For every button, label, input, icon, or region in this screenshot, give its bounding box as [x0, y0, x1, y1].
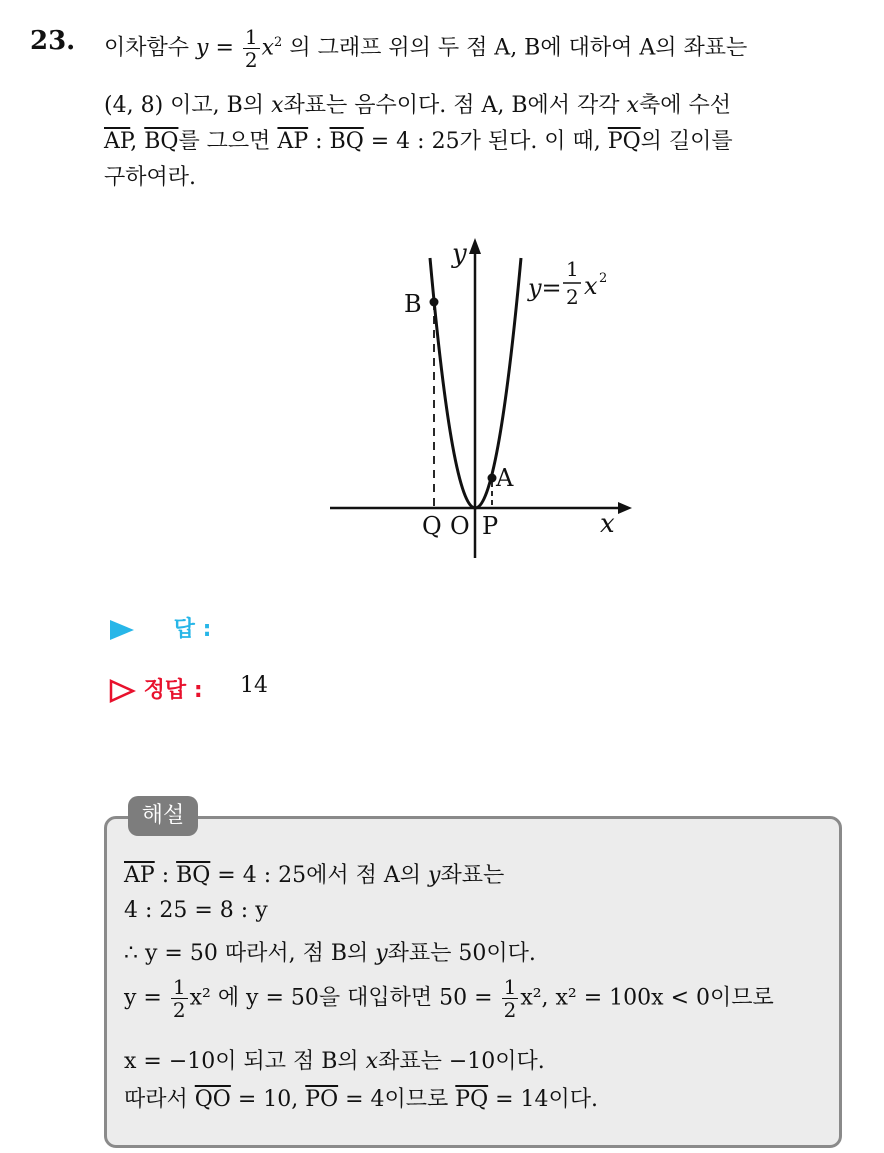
var-y: y: [196, 35, 209, 61]
fraction: [243, 26, 260, 71]
text: y =: [124, 985, 162, 1011]
x-axis-label: x: [600, 509, 615, 539]
text: :: [308, 129, 330, 154]
text: ,: [130, 129, 138, 154]
text: 좌표는: [440, 863, 505, 888]
problem-line-4: 구하여라.: [104, 165, 197, 190]
frac-num: 1: [172, 975, 186, 999]
curve-frac-den: 2: [566, 285, 579, 309]
text: = 4이므로: [338, 1087, 449, 1112]
var-x: x: [365, 1049, 379, 1074]
text: 좌표는 음수이다. 점 A, B에서 각각: [283, 93, 620, 118]
text: 축에 수선: [638, 93, 731, 118]
label-a: A: [496, 464, 514, 492]
problem-number: 23.: [30, 26, 76, 56]
y-axis-label: y: [452, 239, 467, 269]
correct-answer-value: 14: [240, 673, 268, 698]
segment-bq: $\overline{BQ}$: [176, 863, 211, 888]
text: = 14이다.: [488, 1087, 599, 1112]
segment-ap: $\overline{AP}$: [104, 129, 131, 154]
text: x² 에 y = 50을 대입하면 50 =: [189, 985, 493, 1011]
text: 의 길이를: [640, 129, 733, 154]
curve-x: x: [584, 272, 598, 300]
segment-ap: $\overline{AP}$: [124, 863, 155, 888]
superscript: 2: [274, 35, 283, 51]
text: 를 그으면: [178, 129, 271, 154]
text: 이차함수: [104, 35, 190, 61]
frac-den: 2: [503, 998, 517, 1022]
fraction: [502, 976, 519, 1021]
answer-label: 답 :: [173, 617, 212, 642]
play-icon: [108, 618, 136, 642]
var-x: x: [271, 93, 284, 118]
curve-frac-num: 1: [566, 257, 579, 281]
point-b: [430, 298, 439, 307]
var-x: x: [626, 93, 639, 118]
curve-eq-y: y=: [528, 274, 562, 302]
text: ∴ y = 50 따라서, 점 B의: [124, 941, 369, 966]
text: = 4 : 25에서 점 A의: [210, 863, 422, 888]
var-y: y: [375, 941, 388, 966]
equals: =: [215, 35, 234, 61]
segment-bq: $\overline{BQ}$: [144, 129, 179, 154]
x-axis-arrow: [618, 502, 632, 514]
play-outline-icon: [108, 679, 136, 703]
segment-po: $\overline{PO}$: [305, 1087, 339, 1112]
text: 좌표는 −10이다.: [378, 1049, 545, 1074]
problem-line-1: [104, 26, 747, 71]
parabola-graph: [320, 228, 640, 568]
text: 따라서: [124, 1087, 188, 1112]
segment-qo: $\overline{QO}$: [194, 1087, 231, 1112]
solution-tag: 해설: [128, 796, 198, 836]
frac-num: 1: [503, 975, 517, 999]
correct-answer-label: 정답 :: [143, 678, 203, 703]
solution-line-3: [124, 936, 536, 967]
text: = 4 : 25가 된다. 이 때,: [363, 129, 601, 154]
text: 의 그래프 위의 두 점 A, B에 대하여 A의 좌표는: [289, 35, 748, 61]
label-q: Q: [422, 512, 442, 540]
fraction: [171, 976, 188, 1021]
problem-line-3: [104, 124, 733, 155]
solution-line-1: [124, 858, 504, 889]
curve-sup: 2: [599, 271, 608, 286]
solution-line-2: 4 : 25 = 8 : y: [124, 898, 268, 923]
text: (4, 8) 이고, B의: [104, 93, 265, 118]
text: 좌표는 50이다.: [387, 941, 536, 966]
text: x = −10이 되고 점 B의: [124, 1049, 359, 1074]
text: = 10,: [230, 1087, 299, 1112]
var-x: x: [261, 35, 275, 61]
problem-line-2: [104, 88, 731, 119]
text: x², x² = 100x < 0이므로: [520, 985, 774, 1011]
frac-num: 1: [244, 25, 258, 49]
correct-answer-row: [108, 673, 203, 704]
text: :: [154, 863, 177, 888]
var-y: y: [428, 863, 441, 888]
label-o: O: [450, 512, 470, 540]
frac-den: 2: [244, 48, 258, 72]
answer-row: [108, 612, 211, 643]
segment-ap: $\overline{AP}$: [277, 129, 309, 154]
frac-den: 2: [172, 998, 186, 1022]
segment-bq: $\overline{BQ}$: [329, 129, 364, 154]
y-axis-arrow: [469, 238, 481, 254]
solution-line-4: [124, 976, 774, 1021]
solution-line-5: [124, 1044, 545, 1075]
label-b: B: [404, 290, 422, 318]
label-p: P: [482, 512, 499, 540]
segment-pq: $\overline{PQ}$: [455, 1087, 489, 1112]
segment-pq: $\overline{PQ}$: [607, 129, 641, 154]
solution-line-6: [124, 1082, 598, 1113]
